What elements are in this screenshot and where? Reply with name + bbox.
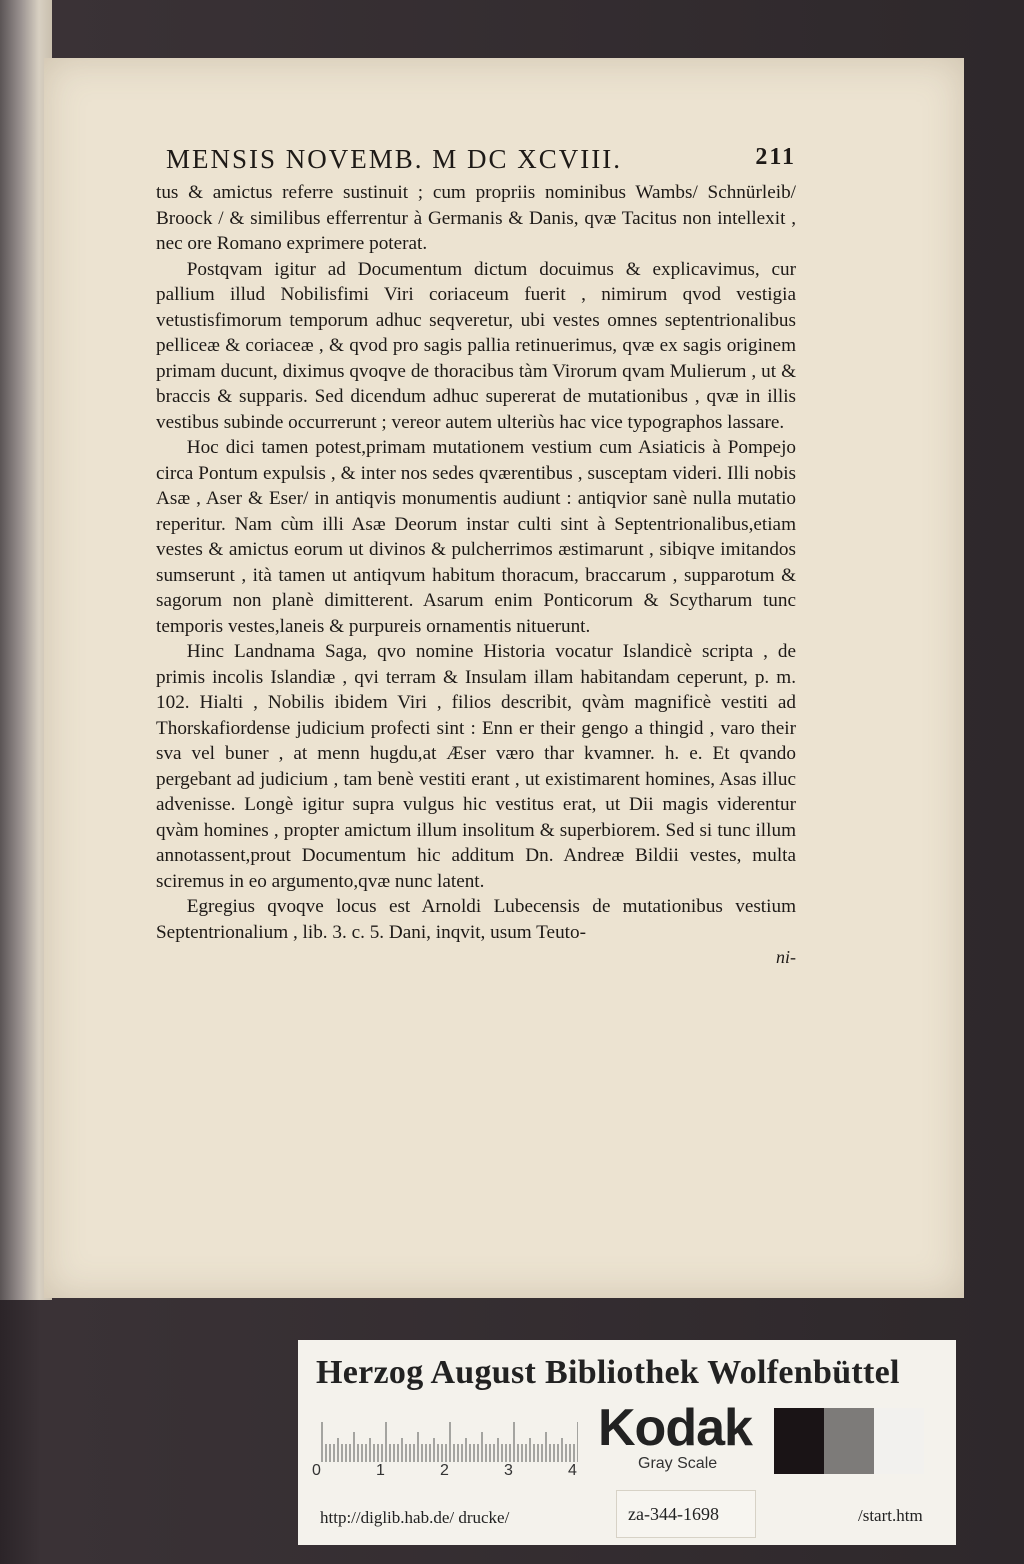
running-head xyxy=(156,136,796,180)
start-page-link: /start.htm xyxy=(858,1506,923,1525)
page-number: 211 xyxy=(755,144,796,170)
ruler-number: 3 xyxy=(504,1462,513,1479)
ruler-number: 0 xyxy=(312,1462,321,1479)
library-url: http://diglib.hab.de/ drucke/ xyxy=(320,1508,510,1527)
ruler-number: 2 xyxy=(440,1462,449,1479)
page-content xyxy=(156,136,796,969)
running-head-title: MENSIS NOVEMB. M DC XCVIII. xyxy=(166,144,623,174)
gray-patch-white xyxy=(874,1408,924,1474)
library-name: Herzog August Bibliothek Wolfenbüttel xyxy=(316,1354,900,1391)
gray-patch-mid xyxy=(824,1408,874,1474)
catchword: ni- xyxy=(776,947,796,967)
paragraph: Egregius qvoqve locus est Arnoldi Lubecensis de mutationibus vestium Septentrionalium , lib. 3. c. 5. Dani, inqvit, usum Teuto- xyxy=(156,896,796,943)
ruler-number: 4 xyxy=(568,1462,577,1479)
paragraph: Hinc Landnama Saga, qvo nomine Historia vocatur Islandicè scripta , de primis incolis Islandiæ , qvi terram & Insulam illam habitandam ceperunt, p. m. 102. Hialti , Nobilis ibidem Viri , filios describit, qvàm magnificè vestiti ad Thorskafiordense judicium profecti sint : Enn er their gengo a thingid , varo their sva vel buner , at menn hugdu,at Æser væro thar kvamner. h. e. Et qvando pergebant ad judicium , tam benè vestiti erant , ut existimarent homines, Asas illuc advenisse. Longè igitur supra vulgus hic vestitus erat, ut Dii magis viderentur qvàm homines , propter amictum illum insolitum & superbiorem. Sed si tunc illum annotassent,prout Documentum hic additum Dn. Andreæ Bildii vestes, multa sciremus in eo argumento,qvæ nunc latent. xyxy=(156,641,796,892)
gray-patch-black xyxy=(774,1408,824,1474)
gray-patches xyxy=(774,1408,924,1474)
paragraph: tus & amictus referre sustinuit ; cum propriis nominibus Wambs/ Schnürleib/ Broock / & similibus efferrentur à Germanis & Danis, qvæ Tacitus non intellexit , nec ore Romano exprimere poterat. xyxy=(156,182,796,254)
body-text xyxy=(156,180,796,969)
ruler-numbers xyxy=(312,1462,582,1486)
shelfmark-code: za-344-1698 xyxy=(628,1504,719,1524)
ruler-scale xyxy=(320,1418,578,1462)
ruler-number: 1 xyxy=(376,1462,385,1479)
book-page xyxy=(44,58,964,1298)
gray-scale-label: Gray Scale xyxy=(638,1455,718,1472)
color-calibration-card xyxy=(298,1340,956,1545)
kodak-logo: Kodak xyxy=(598,1399,752,1457)
paragraph: Postqvam igitur ad Documentum dictum docuimus & explicavimus, cur pallium illud Nobilisfimi Viri coriaceum fuerit , nimirum qvod vestigia vetustisfimorum temporum adhuc seqveretur, ubi vestes omnes septentrionalibus pelliceæ & coriaceæ , & qvod pro sagis pallia retinuerimus, qvæ ex sagis originem primam ducunt, diximus qvoqve de thoracibus tàm Virorum qvam Mulierum , ut & braccis & supparis. Sed dicendum adhuc supererat de mutationibus , qvæ in illis vestibus subinde occurrerunt ; vereor autem ulteriùs hac vice typographos lassare. xyxy=(156,258,796,433)
paragraph: Hoc dici tamen potest,primam mutationem vestium cum Asiaticis à Pompejo circa Pontum expulsis , & inter nos sedes qværentibus , susceptam videri. Illi nobis Asæ , Aser & Eser/ in antiqvis monumentis audiunt : antiqvior sanè nulla mutatio reperitur. Nam cùm illi Asæ Deorum instar culti sint à Septentrionalibus,etiam vestes & amictus eorum ut divinos & pulcherrimos æstimarunt , sibiqve imitandos sumserunt , ità tamen ut antiqvum habitum thoracum, braccarum , supparotum & sagorum non planè dimitterent. Asarum enim Ponticorum & Scytharum tunc temporis vestes,laneis & purpureis ornamentis nituerunt. xyxy=(156,437,796,637)
